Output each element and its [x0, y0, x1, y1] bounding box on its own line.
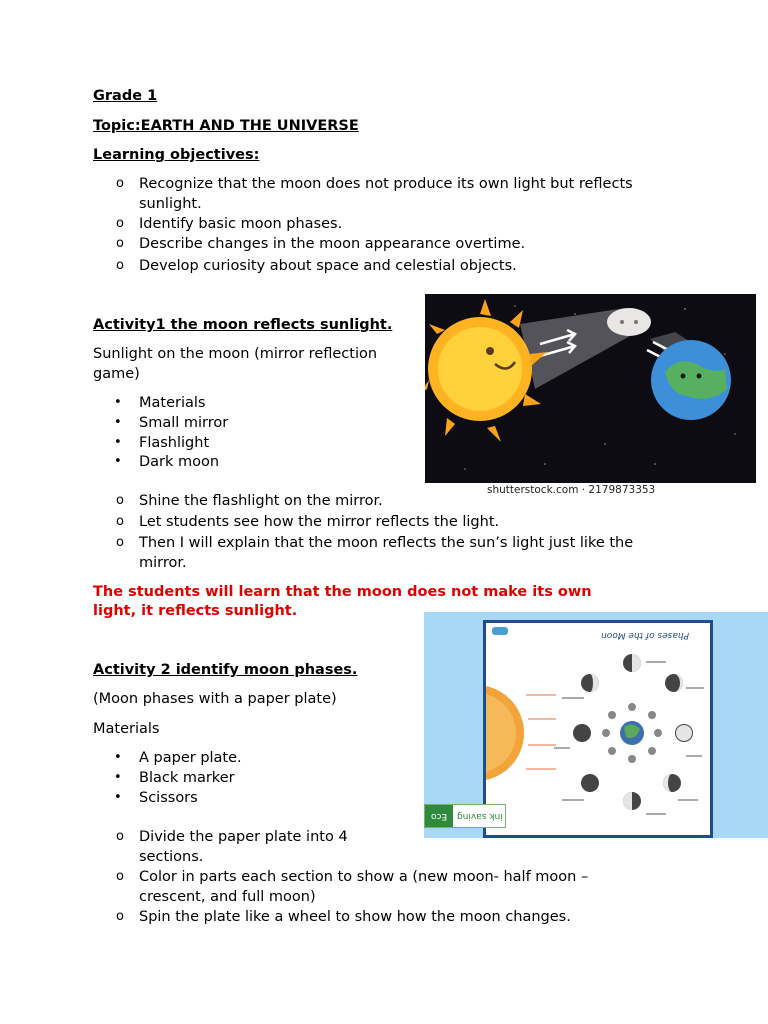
grade-heading: Grade 1	[93, 88, 158, 104]
bullet-marker: •	[114, 770, 122, 785]
list-marker: o	[116, 829, 124, 844]
ink-saving-label: ink saving	[457, 811, 503, 821]
material-item: Scissors	[139, 790, 198, 806]
activity2-materials-heading: Materials	[93, 721, 160, 737]
image-caption: shutterstock.com · 2179873353	[487, 484, 656, 496]
list-marker: o	[116, 909, 124, 924]
list-marker: o	[116, 216, 124, 231]
step-item: Spin the plate like a wheel to show how the moon changes.	[139, 909, 571, 925]
sun-moon-earth-image	[425, 294, 756, 483]
bullet-marker: •	[114, 395, 122, 410]
material-item: Flashlight	[139, 435, 210, 451]
bullet-marker: •	[114, 790, 122, 805]
material-item: A paper plate.	[139, 750, 242, 766]
learning-outcome-continued: light, it reflects sunlight.	[93, 603, 298, 619]
step-item: Divide the paper plate into 4	[139, 829, 348, 845]
objective-item-continued: sunlight.	[139, 196, 202, 212]
activity1-subtitle-continued: game)	[93, 366, 140, 382]
list-marker: o	[116, 176, 124, 191]
bullet-marker: •	[114, 435, 122, 450]
ink-saving-badge	[424, 804, 506, 828]
activity2-subtitle: (Moon phases with a paper plate)	[93, 691, 337, 707]
sun-moon-earth-illustration	[425, 294, 756, 483]
objective-item: Identify basic moon phases.	[139, 216, 343, 232]
activity2-title: Activity 2 identify moon phases.	[93, 662, 358, 678]
bullet-marker: •	[114, 454, 122, 469]
objective-item: Develop curiosity about space and celestial objects.	[139, 258, 517, 274]
list-marker: o	[116, 869, 124, 884]
moon-phases-poster-image	[424, 612, 768, 838]
step-item-continued: sections.	[139, 849, 204, 865]
poster-title: Phases of the Moon	[601, 630, 690, 640]
step-item: Shine the flashlight on the mirror.	[139, 493, 383, 509]
activity1-title: Activity1 the moon reflects sunlight.	[93, 317, 393, 333]
material-item: Materials	[139, 395, 206, 411]
material-item: Small mirror	[139, 415, 229, 431]
bullet-marker: •	[114, 415, 122, 430]
activity1-subtitle: Sunlight on the moon (mirror reflection	[93, 346, 378, 362]
moon-phases-diagram	[486, 623, 710, 835]
learning-outcome: The students will learn that the moon does not make its own	[93, 584, 592, 600]
step-item: Color in parts each section to show a (new moon- half moon –	[139, 869, 589, 885]
eco-label: Eco	[425, 805, 453, 827]
material-item: Dark moon	[139, 454, 220, 470]
material-item: Black marker	[139, 770, 235, 786]
list-marker: o	[116, 258, 124, 273]
step-item: Let students see how the mirror reflects the light.	[139, 514, 500, 530]
objective-item: Describe changes in the moon appearance overtime.	[139, 236, 526, 252]
list-marker: o	[116, 514, 124, 529]
list-marker: o	[116, 535, 124, 550]
step-item-continued: mirror.	[139, 555, 187, 571]
objectives-heading: Learning objectives:	[93, 147, 260, 163]
step-item-continued: crescent, and full moon)	[139, 889, 316, 905]
bullet-marker: •	[114, 750, 122, 765]
list-marker: o	[116, 493, 124, 508]
objective-item: Recognize that the moon does not produce its own light but reflects	[139, 176, 633, 192]
step-item: Then I will explain that the moon reflects the sun’s light just like the	[139, 535, 634, 551]
poster-frame	[483, 620, 713, 838]
list-marker: o	[116, 236, 124, 251]
topic-heading: Topic:EARTH AND THE UNIVERSE	[93, 118, 359, 134]
